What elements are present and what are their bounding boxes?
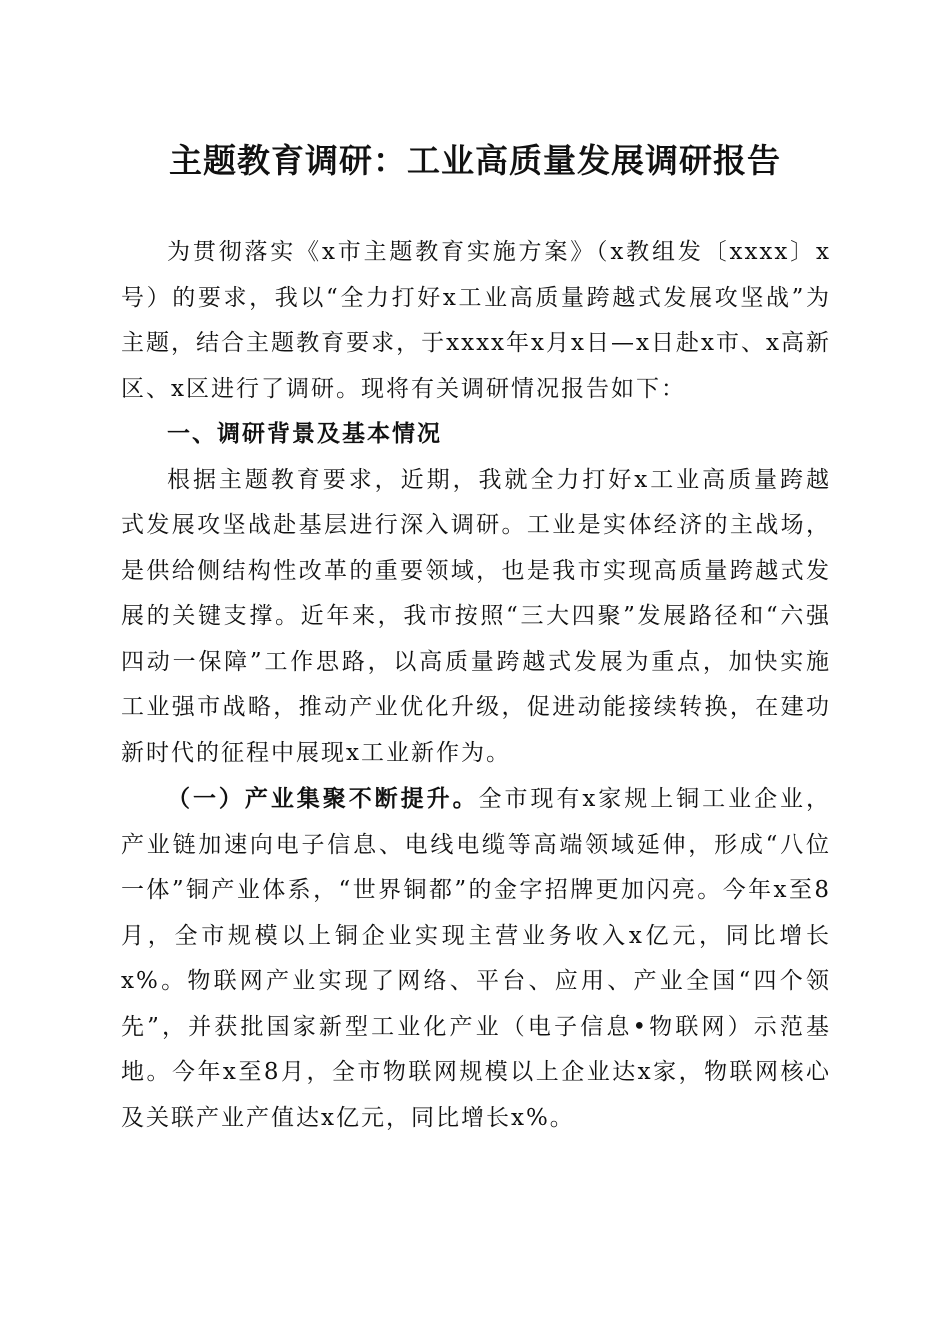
intro-paragraph: 为贯彻落实《x市主题教育实施方案》（x教组发〔xxxx〕x号）的要求，我以“全力打好x工业高质量跨越式发展攻坚战”为主题，结合主题教育要求，于xxxx年x月x日—x日赴x市、x高新区、x区进行了调研。现将有关调研情况报告如下： xyxy=(121,239,831,402)
background-paragraph: 根据主题教育要求，近期，我就全力打好x工业高质量跨越式发展攻坚战赴基层进行深入调研。工业是实体经济的主战场，是供给侧结构性改革的重要领域，也是我市实现高质量跨越式发展的关键支撑。近年来，我市按照“三大四聚”发展路径和“六强四动一保障”工作思路，以高质量跨越式发展为重点，加快实施工业强市战略，推动产业优化升级，促进动能接续转换，在建功新时代的征程中展现x工业新作为。 xyxy=(121,466,831,766)
document-title: 主题教育调研：工业高质量发展调研报告 xyxy=(169,141,781,180)
subsection-body: 全市现有x家规上铜工业企业，产业链加速向电子信息、电线电缆等高端领域延伸，形成“八位一体”铜产业体系，“世界铜都”的金字招牌更加闪亮。今年x至8月，全市规模以上铜企业实现主营业务收入x亿元，同比增长x%。物联网产业实现了网络、平台、应用、产业全国“四个领先”，并获批国家新型工业化产业（电子信息•物联网）示范基地。今年x至8月，全市物联网规模以上企业达x家，物联网核心及关联产业产值达x亿元，同比增长x%。 xyxy=(121,786,831,1131)
document-body xyxy=(121,230,831,1141)
section-heading: 一、调研背景及基本情况 xyxy=(167,421,442,447)
subsection-lead: （一）产业集聚不断提升。 xyxy=(167,785,479,812)
subsection-paragraph xyxy=(121,776,831,1141)
